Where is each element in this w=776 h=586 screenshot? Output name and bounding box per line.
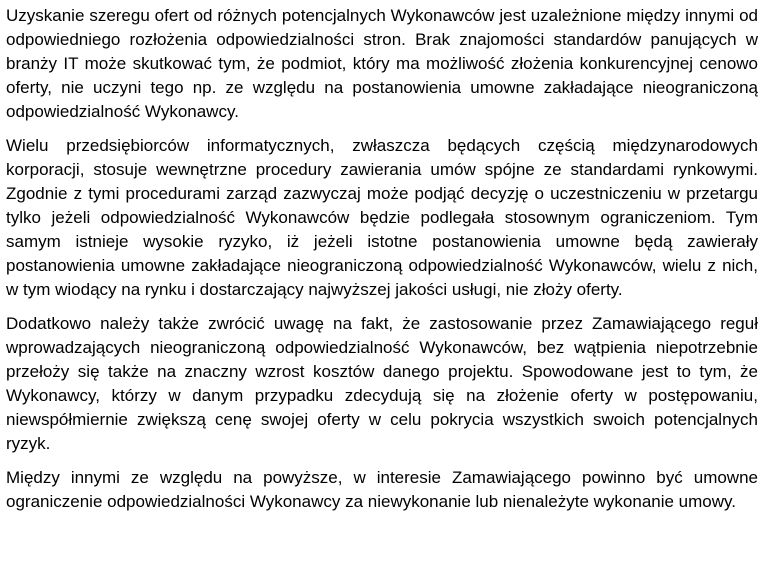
paragraph-3: Dodatkowo należy także zwrócić uwagę na fakt, że zastosowanie przez Zamawiającego reguł wprowadzających nieograniczoną odpowiedzialność Wykonawców, bez wątpienia niepotrzebnie przełoży się także na znaczny wzrost kosztów danego projektu. Spowodowane jest to tym, że Wykonawcy, którzy w danym przypadku zdecydują się na złożenie oferty w postępowaniu, niewspółmiernie zwiększą cenę swojej oferty w celu pokrycia wszystkich swoich potencjalnych ryzyk. — [6, 314, 758, 453]
paragraph-2: Wielu przedsiębiorców informatycznych, zwłaszcza będących częścią międzynarodowych korporacji, stosuje wewnętrzne procedury zawierania umów spójne ze standardami rynkowymi. Zgodnie z tymi procedurami zarząd zazwyczaj może podjąć decyzję o uczestniczeniu w przetargu tylko jeżeli odpowiedzialność Wykonawców będzie podlegała stosownym ograniczeniom. Tym samym istnieje wysokie ryzyko, iż jeżeli istotne postanowienia umowne będą zawierały postanowienia umowne zakładające nieograniczoną odpowiedzialność Wykonawców, wielu z nich, w tym wiodący na rynku i dostarczający najwyższej jakości usługi, nie złoży oferty. — [6, 136, 758, 299]
paragraph-1: Uzyskanie szeregu ofert od różnych potencjalnych Wykonawców jest uzależnione między innymi od odpowiedniego rozłożenia odpowiedzialności stron. Brak znajomości standardów panujących w branży IT może skutkować tym, że podmiot, który ma możliwość złożenia konkurencyjnej cenowo oferty, nie uczyni tego np. ze względu na postanowienia umowne zakładające nieograniczoną odpowiedzialność Wykonawcy. — [6, 6, 758, 121]
document-body — [6, 4, 758, 514]
paragraph-4: Między innymi ze względu na powyższe, w interesie Zamawiającego powinno być umowne ograniczenie odpowiedzialności Wykonawcy za niewykonanie lub nienależyte wykonanie umowy. — [6, 468, 758, 511]
